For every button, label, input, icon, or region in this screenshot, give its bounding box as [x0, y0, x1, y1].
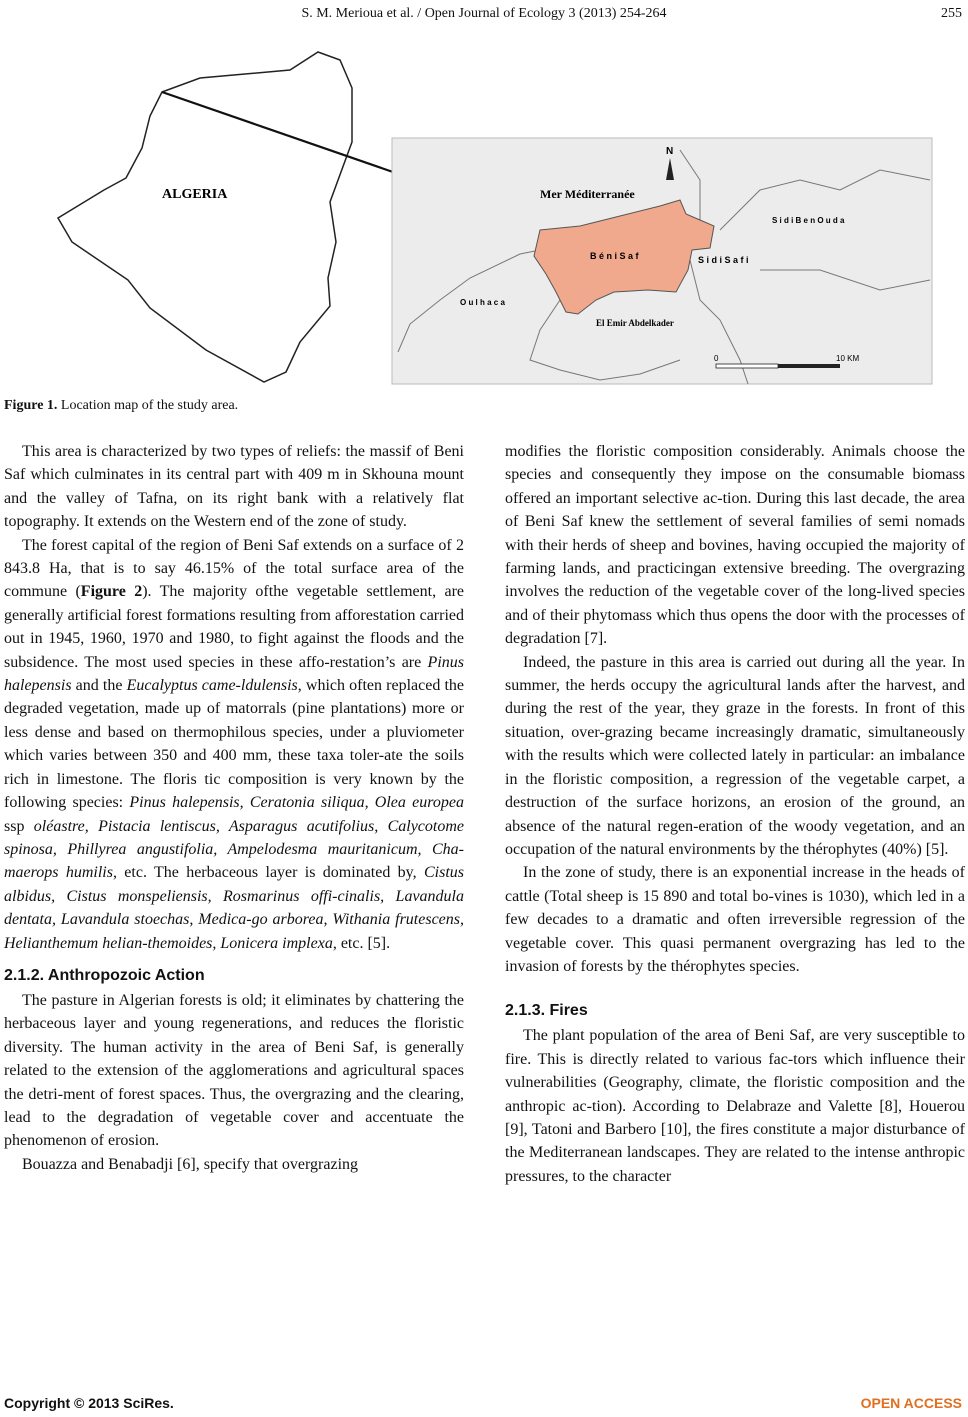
open-access-badge: OPEN ACCESS [860, 1395, 962, 1411]
section-heading-fires: 2.1.3. Fires [505, 1002, 588, 1020]
paragraph-floristic: modifies the floristic composition considerably. Animals choose the species and consequently they impose on the consumable biomass offered an important selective ac-tion. During this last decade, the area of Beni Saf knew the settlement of several families of semi nomads with their herds of sheep and bovines, having occupied the majority of farming lands, and practicingan extensive breeding. The overgrazing involves the reduction of the vegetable cover of the long-lived species and of their phytomass which thus opens the door with the processes of degradation [7]. [505, 443, 965, 648]
figure-2-reference[interactable]: Figure 2 [80, 583, 143, 601]
species-list: oléastre, Pistacia lentiscus, Asparagus acutifolius, Calycotome spinosa, Phillyrea angustifolia, Ampelodesma mauritanicum, Cha-maerops humilis [4, 817, 464, 882]
text-run: ssp [4, 817, 34, 835]
paragraph-fires: The plant population of the area of Beni Saf, are very susceptible to fire. This is directly related to various fac-tors which influence their vulnerabilities (Geography, climate, the floristic composition and the anthropic ac-tion). According to Delabraze and Valette [8], Houerou [9], Tatoni and Barbero [10], the fires constitute a major disturbance of the Mediterranean landscapes. They are related to the intense anthropic pressures, to the character [505, 1027, 965, 1185]
species-name: Eucalyptus came-ldulensis [126, 677, 298, 695]
section-heading-anthropozoic: 2.1.2. Anthropozoic Action [4, 966, 205, 984]
figure-caption [4, 398, 238, 414]
species-list: Cistus albidus, Cistus monspeliensis, Rosmarinus offi-cinalis, Lavandula dentata, Lavandula stoechas, Medica-go arborea, Withania frutescens, Helianthemum helian-themoides, Lonicera implexa [4, 864, 464, 952]
caption-text: Location map of the study area. [57, 398, 239, 413]
algeria-label: ALGERIA [162, 187, 228, 202]
paragraph-pasture: The pasture in Algerian forests is old; it eliminates by chattering the herbaceous layer and young regenerations, and reduces the floristic diversity. The human activity in the area of Beni Saf, is generally related to the extension of the agglomerations and agricultural spaces the detri-ment of forest spaces. Thus, the overgrazing and the clearing, lead to the degradation of vegetable cover and accentuate the phenomenon of erosion. [4, 991, 464, 1150]
left-column [4, 440, 464, 1176]
paragraph-reliefs: This area is characterized by two types of reliefs: the massif of Beni Saf which culminates in its central part with 409 m in Skhouna mount and the valley of Tafna, on its right bank with a relatively flat topography. It extends on the Western end of the zone of study. [4, 443, 464, 531]
paragraph-bouazza: Bouazza and Benabadji [6], specify that overgrazing [22, 1155, 359, 1173]
right-column [505, 440, 965, 1188]
sidi-ben-ouda-label: S i d i B e n O u d a [772, 216, 845, 225]
paragraph-forest-capital [4, 534, 464, 955]
emir-label: El Emir Abdelkader [596, 318, 674, 328]
copyright-notice: Copyright © 2013 SciRes. [4, 1395, 174, 1411]
text-run: , which often replaced the degraded vegetation, made up of matorrals (pine plantations) more or less dense and based on thermophilous species, under a pluviometer which varies between 350 and 400 mm, these taxa toler-ate the soils rich in limestone. The floris tic composition is very known by the following species: [4, 677, 464, 812]
caption-label: Figure 1. [4, 398, 58, 413]
scale-start-label: 0 [714, 354, 719, 363]
species-list: Pinus halepensis, Ceratonia siliqua, Olea europea [129, 794, 464, 812]
location-map [0, 30, 968, 390]
text-run: , etc. [5]. [332, 934, 391, 952]
text-run: and the [71, 677, 127, 695]
page-number: 255 [941, 6, 962, 21]
text-run: The forest capital of the region of Beni Saf extends on a surface of 2 843.8 Ha, that is to say 46.15% of the total surface area of the commune ( [4, 536, 464, 601]
oulhaca-label: O u l h a c a [460, 298, 505, 307]
text-run: ). The majority ofthe vegetable settlement, are generally artificial forest formations resulting from afforestation carried out in 1945, 1960, 1970 and 1980, to fight against the floods and the subsidence. The most used species in these affo-restation’s are [4, 583, 465, 671]
species-name: Pinus halepensis [4, 653, 464, 695]
scale-end-label: 10 KM [836, 354, 860, 363]
north-label: N [666, 146, 674, 157]
paragraph-pasture-year: Indeed, the pasture in this area is carried out during all the year. In summer, the herds occupy the agricultural lands after the harvest, and during the rest of the year, they graze in the forests. In front of this situation, over-grazing became increasingly dramatic, simultaneously with the results which were collected lately in particular: an imbalance in the floristic composition, a regression of the vegetable carpet, a destruction of the surface horizons, an erosion of the ground, an absence of the natural regen-eration of the woody vegetation, and an occupation of the natural environments by the thérophytes (40%) [5]. [505, 653, 965, 858]
paragraph-cattle: In the zone of study, there is an exponential increase in the heads of cattle (Total sheep is 15 890 and total bo-vines is 1030), which led in a few decades to a dramatic and often irreversible regression of the vegetable cover. This quasi permanent overgrazing has led to the invasion of forests by the thérophytes species. [505, 864, 965, 975]
sidi-safi-label: S i d i S a f i [698, 255, 749, 265]
scale-bar-segment-1 [716, 364, 778, 368]
running-title: S. M. Merioua et al. / Open Journal of Ecology 3 (2013) 254-264 [301, 6, 667, 21]
page-footer [0, 1395, 968, 1415]
algeria-outline [58, 52, 352, 382]
location-map-figure [0, 30, 968, 390]
running-header [0, 6, 968, 28]
text-run: , etc. The herbaceous layer is dominated by, [112, 864, 424, 882]
beni-saf-label: B é n i S a f [590, 251, 639, 261]
scale-bar-segment-2 [778, 364, 840, 368]
sea-label: Mer Méditerranée [540, 187, 635, 201]
